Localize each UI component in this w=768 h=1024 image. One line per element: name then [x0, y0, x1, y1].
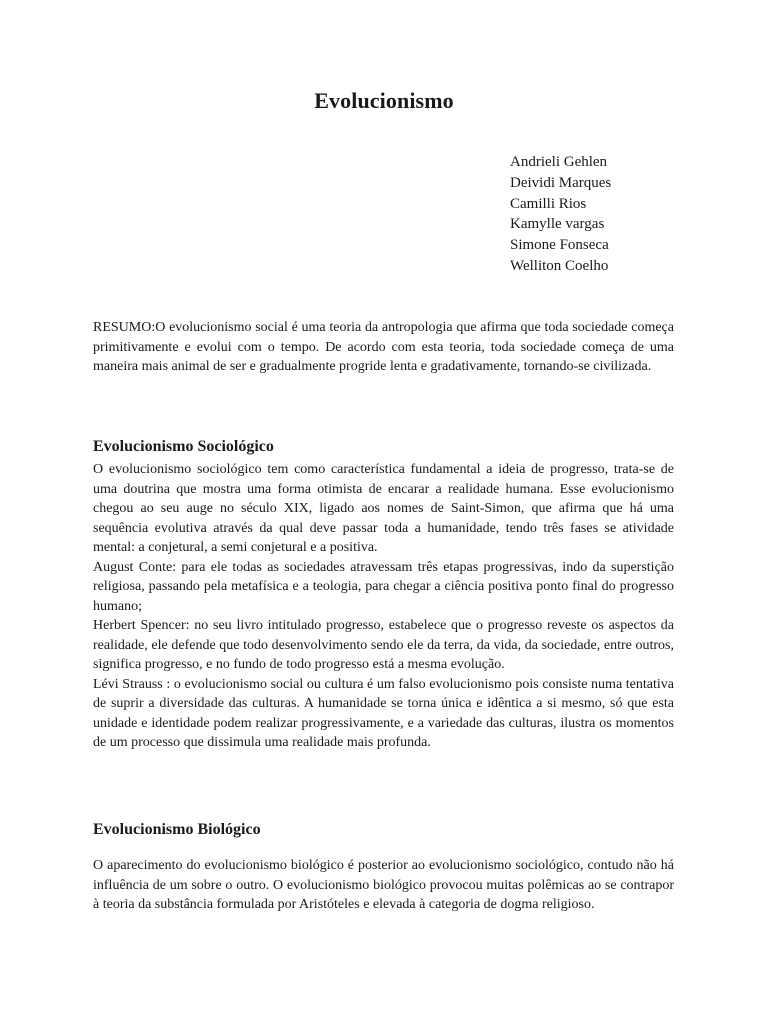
section-body-biological — [93, 856, 674, 915]
document-title: Evolucionismo — [314, 88, 454, 113]
author-name: Camilli Rios — [510, 195, 587, 212]
paragraph: Herbert Spencer: no seu livro intitulado progresso, estabelece que o progresso reveste os aspectos da realidade, ele defende que todo desenvolvimento sendo ele da terra, da vida, da sociedade, entre outros, significa progresso, e no fundo de todo progresso está a mesma evolução. — [93, 618, 674, 672]
abstract-text: RESUMO:O evolucionismo social é uma teoria da antropologia que afirma que toda sociedade começa primitivamente e evolui com o tempo. De acordo com esta teoria, toda sociedade começa de uma maneira mais animal de ser e gradualmente progride lenta e gradativamente, tornando-se civilizada. — [93, 320, 674, 374]
author-name: Andrieli Gehlen — [510, 154, 608, 170]
paragraph: O aparecimento do evolucionismo biológico é posterior ao evolucionismo sociológico, contudo não há influência de um sobre o outro. O evolucionismo biológico provocou muitas polêmicas ao se contrapor à teoria da substância formulada por Aristóteles e elevada à categoria de dogma religioso. — [93, 858, 674, 912]
author-name: Simone Fonseca — [510, 237, 609, 254]
abstract-block — [93, 318, 674, 377]
section-heading-biological: Evolucionismo Biológico — [93, 821, 261, 838]
section-heading-sociological: Evolucionismo Sociológico — [93, 438, 274, 455]
section-body-sociological — [93, 460, 674, 753]
paragraph: Lévi Strauss : o evolucionismo social ou cultura é um falso evolucionismo pois consiste numa tentativa de suprir a diversidade das culturas. A humanidade se torna única e idêntica a si mesmo, só que esta unidade e identidade podem realizar progressivamente, e a variedade das culturas, ilustra os momentos de um processo que dissimula uma realidade mais profunda. — [93, 676, 674, 750]
author-list — [510, 152, 611, 277]
author-name: Kamylle vargas — [510, 216, 605, 233]
paragraph: O evolucionismo sociológico tem como característica fundamental a ideia de progresso, trata-se de uma doutrina que mostra uma forma otimista de encarar a realidade humana. Esse evolucionismo chegou ao seu auge no século XIX, ligado aos nomes de Saint-Simon, que afirma que há uma sequência evolutiva através da qual deve passar toda a humanidade, tendo três fases se atividade mental: a conjetural, a semi conjetural e a positiva. — [93, 462, 674, 555]
paragraph: August Conte: para ele todas as sociedades atravessam três etapas progressivas, indo da superstição religiosa, passando pela metafísica e a teologia, para chegar a ciência positiva ponto final do progresso humano; — [93, 559, 674, 614]
author-name: Welliton Coelho — [510, 257, 609, 274]
author-name: Deividi Marques — [510, 174, 612, 191]
